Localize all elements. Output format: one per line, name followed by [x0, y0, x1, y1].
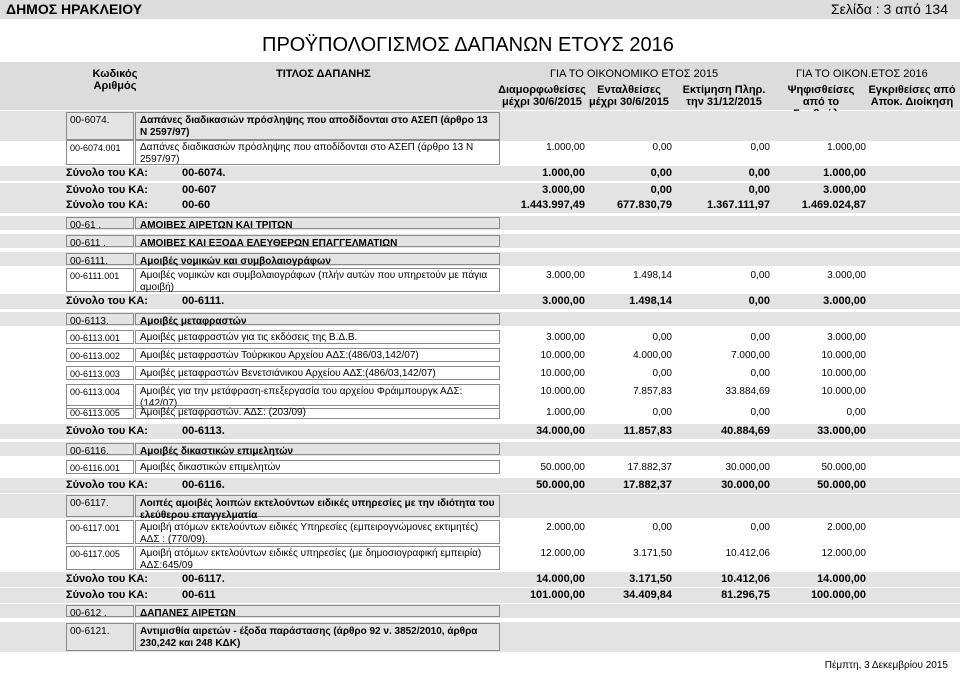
- total-code: 00-607: [182, 184, 217, 196]
- row-title-cell: ΔΑΠΑΝΕΣ ΑΙΡΕΤΩΝ: [135, 605, 500, 617]
- total-code: 00-6116.: [182, 479, 225, 491]
- total-row: [0, 572, 960, 587]
- row-code-cell: 00-612 .: [66, 605, 134, 617]
- column-header-code: Κωδικός Αριθμός: [92, 68, 138, 92]
- row-value-2: 3.171,50: [633, 548, 672, 559]
- total-value-3: 1.367.111,97: [706, 199, 770, 211]
- row-value-1: 2.000,00: [546, 522, 585, 533]
- total-code: 00-60: [182, 199, 211, 211]
- row-code-cell: 00-6113.001: [66, 330, 134, 344]
- row-title-cell: Αμοιβές για την μετάφραση-επεξεργασία του αρχείου Φράιμπουργκ ΑΔΣ:(142/07): [135, 384, 500, 409]
- total-value-3: 0,00: [748, 184, 770, 196]
- table-row: [0, 520, 960, 544]
- total-row: [0, 183, 960, 198]
- row-code-cell: 00-6074.: [66, 112, 134, 140]
- total-value-1: 3.000,00: [542, 295, 585, 307]
- column-header-title: ΤΙΤΛΟΣ ΔΑΠΑΝΗΣ: [276, 68, 371, 80]
- row-title-cell: Αμοιβές δικαστικών επιμελητών: [135, 443, 500, 455]
- total-label: Σύνολο του ΚΑ:: [66, 425, 148, 437]
- table-row: [0, 140, 960, 165]
- row-value-4: 3.000,00: [827, 270, 866, 281]
- total-value-1: 1.443.997,49: [520, 199, 585, 211]
- total-code: 00-6113.: [182, 425, 225, 437]
- total-value-3: 0,00: [748, 295, 770, 307]
- row-code-cell: 00-6113.005: [66, 405, 134, 419]
- section-row: [0, 312, 960, 326]
- table-row: [0, 460, 960, 474]
- row-title-cell: Λοιπές αμοιβές λοιπών εκτελούντων ειδικές υπηρεσίες με την ιδιότητα του ελεύθερου επαγγελματία: [135, 495, 500, 517]
- section-row: [0, 111, 960, 141]
- row-code-cell: 00-6113.003: [66, 366, 134, 380]
- row-value-3: 0,00: [750, 332, 770, 343]
- row-value-4: 3.000,00: [827, 332, 866, 343]
- column-header-approved: Εγκριθείσες από Αποκ. Διοίκηση: [868, 84, 956, 108]
- row-value-2: 4.000,00: [633, 350, 672, 361]
- column-header-group-2015: ΓΙΑ ΤΟ ΟΙΚΟΝΟΜΙΚΟ ΕΤΟΣ 2015: [550, 68, 719, 80]
- row-title-cell: Αμοιβές μεταφραστών Τούρκικου Αρχείου ΑΔΣ:(486/03,142/07): [135, 348, 500, 362]
- row-title-cell: Αμοιβές δικαστικών επιμελητών: [135, 460, 500, 474]
- total-value-1: 50.000,00: [536, 479, 585, 491]
- row-value-1: 1.000,00: [546, 142, 585, 153]
- row-value-2: 7.857,83: [633, 386, 672, 397]
- total-row: [0, 198, 960, 213]
- document-title: ΠΡΟΫΠΟΛΟΓΙΣΜΟΣ ΔΑΠΑΝΩΝ ΕΤΟΥΣ 2016: [262, 34, 674, 56]
- row-code-cell: 00-6116.001: [66, 460, 134, 474]
- total-code: 00-6074.: [182, 167, 226, 179]
- row-code-cell: 00-6111.001: [66, 268, 134, 292]
- row-value-4: 50.000,00: [821, 462, 866, 473]
- total-label: Σύνολο του ΚΑ:: [66, 199, 148, 211]
- column-header-budgeted: Διαμορφωθείσες μέχρι 30/6/2015: [498, 84, 586, 108]
- row-title-cell: Αμοιβές μεταφραστών. ΑΔΣ: (203/09): [135, 405, 500, 419]
- total-value-2: 677.830,79: [616, 199, 672, 211]
- table-row: [0, 330, 960, 344]
- row-title-cell: Αμοιβές νομικών και συμβολαιογράφων: [135, 253, 500, 265]
- row-title-cell: Αμοιβές μεταφραστών Βενετσιάνικου Αρχείου ΑΔΣ:(486/03,142/07): [135, 366, 500, 380]
- total-value-3: 40.884,69: [721, 425, 770, 437]
- total-row: [0, 294, 960, 309]
- total-label: Σύνολο του ΚΑ:: [66, 167, 148, 179]
- section-row: [0, 442, 960, 456]
- row-value-3: 10.412,06: [725, 548, 770, 559]
- total-code: 00-6111.: [182, 295, 225, 307]
- row-value-3: 0,00: [750, 270, 770, 281]
- total-value-3: 81.296,75: [721, 589, 770, 601]
- row-title-cell: Αμοιβή ατόμων εκτελούντων ειδικές Υπηρεσίες (εμπειρογνώμονες εκτιμητές) ΑΔΣ : (770/09).: [135, 520, 500, 544]
- total-value-1: 1.000,00: [542, 167, 585, 179]
- total-value-2: 1.498,14: [629, 295, 672, 307]
- row-value-2: 0,00: [652, 368, 672, 379]
- row-code-cell: 00-6121.: [66, 623, 134, 651]
- section-row: [0, 604, 960, 618]
- total-value-2: 3.171,50: [629, 573, 672, 585]
- total-value-3: 0,00: [748, 167, 770, 179]
- total-value-1: 3.000,00: [542, 184, 585, 196]
- total-value-4: 1.469.024,87: [801, 199, 866, 211]
- column-header-committed: Ενταλθείσες μέχρι 30/6/2015: [589, 84, 669, 108]
- row-value-3: 30.000,00: [725, 462, 770, 473]
- total-value-2: 34.409,84: [623, 589, 672, 601]
- row-value-1: 10.000,00: [540, 368, 585, 379]
- row-value-1: 50.000,00: [540, 462, 585, 473]
- total-value-1: 14.000,00: [536, 573, 585, 585]
- total-row: [0, 478, 960, 493]
- table-row: [0, 546, 960, 570]
- row-value-3: 33.884,69: [725, 386, 770, 397]
- row-value-1: 3.000,00: [546, 270, 585, 281]
- section-row: [0, 216, 960, 230]
- row-value-3: 0,00: [750, 407, 770, 418]
- total-value-3: 10.412,06: [721, 573, 770, 585]
- column-header-group-2016: ΓΙΑ ΤΟ ΟΙΚΟΝ.ΕΤΟΣ 2016: [796, 68, 928, 80]
- total-value-2: 17.882,37: [623, 479, 672, 491]
- total-label: Σύνολο του ΚΑ:: [66, 589, 148, 601]
- row-title-cell: ΑΜΟΙΒΕΣ ΑΙΡΕΤΩΝ ΚΑΙ ΤΡΙΤΩΝ: [135, 217, 500, 229]
- row-value-4: 10.000,00: [821, 350, 866, 361]
- row-code-cell: 00-6074.001: [66, 140, 134, 165]
- total-value-2: 0,00: [650, 184, 672, 196]
- row-code-cell: 00-6111.: [66, 253, 134, 265]
- total-label: Σύνολο του ΚΑ:: [66, 479, 148, 491]
- section-row: [0, 234, 960, 248]
- table-row: [0, 366, 960, 380]
- section-row: [0, 494, 960, 521]
- row-title-cell: Αμοιβές μεταφραστών για τις εκδόσεις της Β.Δ.Β.: [135, 330, 500, 344]
- table-row: [0, 405, 960, 419]
- table-row: [0, 268, 960, 292]
- row-code-cell: 00-611 .: [66, 235, 134, 247]
- row-value-4: 12.000,00: [821, 548, 866, 559]
- row-value-1: 1.000,00: [546, 407, 585, 418]
- total-value-4: 14.000,00: [817, 573, 866, 585]
- row-value-1: 3.000,00: [546, 332, 585, 343]
- table-row: [0, 348, 960, 362]
- row-value-4: 1.000,00: [827, 142, 866, 153]
- row-code-cell: 00-6113.: [66, 313, 134, 325]
- row-value-3: 7.000,00: [731, 350, 770, 361]
- total-value-4: 1.000,00: [823, 167, 866, 179]
- row-value-4: 2.000,00: [827, 522, 866, 533]
- row-code-cell: 00-6117.: [66, 495, 134, 517]
- total-value-4: 50.000,00: [817, 479, 866, 491]
- row-value-1: 12.000,00: [540, 548, 585, 559]
- row-title-cell: Δαπάνες διαδικασιών πρόσληψης που αποδίδονται στο ΑΣΕΠ (άρθρο 13 Ν 2597/97): [135, 112, 500, 140]
- row-value-4: 10.000,00: [821, 368, 866, 379]
- row-title-cell: Δαπάνες διαδικασιών πρόσληψης που αποδίδονται στο ΑΣΕΠ (άρθρο 13 Ν 2597/97): [135, 140, 500, 165]
- page-number: Σελίδα : 3 από 134: [830, 1, 948, 17]
- row-code-cell: 00-6113.004: [66, 384, 134, 409]
- row-value-1: 10.000,00: [540, 386, 585, 397]
- row-value-3: 0,00: [750, 522, 770, 533]
- column-header-estimated: Εκτίμηση Πληρ. την 31/12/2015: [682, 84, 766, 108]
- total-value-2: 11.857,83: [623, 425, 672, 437]
- total-row: [0, 588, 960, 603]
- section-row: [0, 622, 960, 652]
- total-label: Σύνολο του ΚΑ:: [66, 295, 148, 307]
- row-value-2: 17.882,37: [627, 462, 672, 473]
- row-code-cell: 00-6117.005: [66, 546, 134, 570]
- row-value-3: 0,00: [750, 368, 770, 379]
- row-value-2: 0,00: [652, 142, 672, 153]
- column-header-voted: Ψηφισθείσες από το: [787, 84, 855, 108]
- total-value-4: 3.000,00: [823, 184, 866, 196]
- total-value-2: 0,00: [650, 167, 672, 179]
- total-value-1: 101.000,00: [529, 589, 585, 601]
- total-code: 00-6117.: [182, 573, 225, 585]
- row-code-cell: 00-61 .: [66, 217, 134, 229]
- row-value-1: 10.000,00: [540, 350, 585, 361]
- row-value-2: 0,00: [652, 407, 672, 418]
- row-code-cell: 00-6113.002: [66, 348, 134, 362]
- total-row: [0, 166, 960, 181]
- row-code-cell: 00-6116.: [66, 443, 134, 455]
- row-title-cell: Αμοιβές νομικών και συμβολαιογράφων (πλήν αυτών που υπηρετούν με πάγια αμοιβή): [135, 268, 500, 292]
- total-value-3: 30.000,00: [721, 479, 770, 491]
- organization-name: ΔΗΜΟΣ ΗΡΑΚΛΕΙΟΥ: [6, 1, 143, 17]
- row-value-4: 0,00: [846, 407, 866, 418]
- section-row: [0, 252, 960, 266]
- row-value-3: 0,00: [750, 142, 770, 153]
- footer-date: Πέμπτη, 3 Δεκεμβρίου 2015: [824, 660, 948, 671]
- row-title-cell: Αμοιβή ατόμων εκτελούντων ειδικές υπηρεσίες (με δημοσιογραφική εμπειρία) ΑΔΣ:645/09: [135, 546, 500, 570]
- total-label: Σύνολο του ΚΑ:: [66, 184, 148, 196]
- row-value-2: 0,00: [652, 522, 672, 533]
- row-code-cell: 00-6117.001: [66, 520, 134, 544]
- row-title-cell: ΑΜΟΙΒΕΣ ΚΑΙ ΕΞΟΔΑ ΕΛΕΥΘΕΡΩΝ ΕΠΑΓΓΕΛΜΑΤΙΩΝ: [135, 235, 500, 247]
- row-value-4: 10.000,00: [821, 386, 866, 397]
- row-value-2: 1.498,14: [633, 270, 672, 281]
- total-code: 00-611: [182, 589, 216, 601]
- total-row: [0, 424, 960, 439]
- row-title-cell: Αμοιβές μεταφραστών: [135, 313, 500, 325]
- total-value-1: 34.000,00: [536, 425, 585, 437]
- page-header-band: [0, 0, 960, 19]
- row-title-cell: Αντιμισθία αιρετών - έξοδα παράστασης (άρθρο 92 ν. 3852/2010, άρθρα 230,242 και 248 ΚΔΚ): [135, 623, 500, 651]
- total-value-4: 3.000,00: [823, 295, 866, 307]
- total-label: Σύνολο του ΚΑ:: [66, 573, 148, 585]
- row-value-2: 0,00: [652, 332, 672, 343]
- total-value-4: 33.000,00: [817, 425, 866, 437]
- total-value-4: 100.000,00: [810, 589, 866, 601]
